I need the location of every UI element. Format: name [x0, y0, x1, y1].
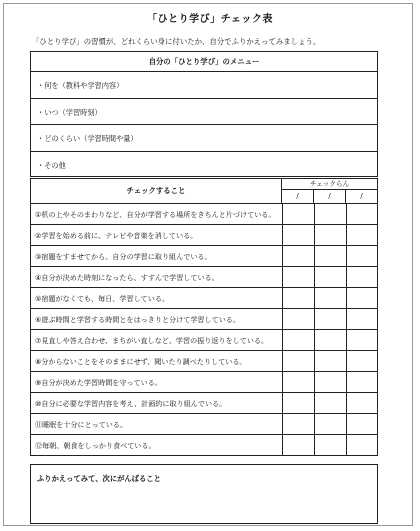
menu-item-label: ・どのくらい（学習時間や量）: [37, 134, 138, 143]
check-cell-3[interactable]: [346, 288, 377, 308]
intro-text: 「ひとり学び」の習慣が、どれくらい身に付いたか、自分でふりかえってみましょう。: [32, 37, 321, 46]
check-cell-3[interactable]: [346, 414, 377, 434]
check-row: [31, 225, 377, 246]
check-item-text: ⑨自分が決めた学習時間を守っている。: [35, 378, 162, 387]
check-cell-1[interactable]: [282, 246, 314, 266]
check-cell-3[interactable]: [346, 351, 377, 371]
check-column-header: [282, 179, 377, 203]
menu-row-how-much[interactable]: [31, 125, 377, 152]
check-cell-3[interactable]: [346, 246, 377, 266]
check-cell-2[interactable]: [314, 435, 346, 455]
check-cell-2[interactable]: [314, 288, 346, 308]
check-cell-3[interactable]: [346, 204, 377, 224]
check-cell-3[interactable]: [346, 393, 377, 413]
check-item-text: ④自分が決めた時刻になったら、すすんで学習している。: [35, 273, 219, 282]
check-item-text: ②学習を始める前に、テレビや音楽を消している。: [35, 231, 198, 240]
check-cell-3[interactable]: [346, 267, 377, 287]
reflection-label: ふりかえってみて、次にがんばること: [37, 474, 161, 483]
check-row: [31, 267, 377, 288]
check-cell-3[interactable]: [346, 435, 377, 455]
check-row: [31, 288, 377, 309]
check-row: [31, 414, 377, 435]
check-row: [31, 372, 377, 393]
check-cell-2[interactable]: [314, 204, 346, 224]
check-cell-2[interactable]: [314, 267, 346, 287]
date-slot-3[interactable]: /: [360, 192, 363, 200]
check-cell-2[interactable]: [314, 393, 346, 413]
check-cell-1[interactable]: [282, 393, 314, 413]
menu-item-label: ・いつ（学習時刻）: [37, 107, 102, 117]
check-row: [31, 330, 377, 351]
check-cell-2[interactable]: [314, 330, 346, 350]
check-row: [31, 435, 377, 456]
date-slot-1[interactable]: /: [282, 190, 314, 203]
check-row: [31, 204, 377, 225]
check-cell-3[interactable]: [346, 330, 377, 350]
check-cell-1[interactable]: [282, 288, 314, 308]
check-cell-1[interactable]: [282, 372, 314, 392]
check-cell-1[interactable]: [282, 330, 314, 350]
check-item-text: ⑫毎朝、朝食をしっかり食べている。: [35, 441, 156, 450]
menu-header: 自分の「ひとり学び」のメニュー: [31, 52, 377, 72]
check-item-text: ①机の上やそのまわりなど、自分が学習する場所をきちんと片づけている。: [35, 210, 276, 219]
check-cell-1[interactable]: [282, 351, 314, 371]
check-cell-2[interactable]: [314, 351, 346, 371]
menu-row-when[interactable]: [31, 99, 377, 126]
check-cell-2[interactable]: [314, 414, 346, 434]
menu-row-what[interactable]: [31, 72, 377, 99]
check-cell-3[interactable]: [346, 309, 377, 329]
check-table: [30, 178, 378, 456]
check-cell-2[interactable]: [314, 309, 346, 329]
date-slot-2[interactable]: /: [314, 190, 346, 203]
check-cell-2[interactable]: [314, 225, 346, 245]
check-cell-2[interactable]: [314, 246, 346, 266]
check-item-text: ③宿題をすませてから、自分の学習に取り組んでいる。: [35, 252, 212, 261]
menu-row-other[interactable]: [31, 152, 377, 179]
check-cell-1[interactable]: [282, 435, 314, 455]
check-item-text: ⑪睡眠を十分にとっている。: [35, 420, 128, 429]
check-row: [31, 309, 377, 330]
check-cell-1[interactable]: [282, 267, 314, 287]
check-items-header: チェックすること: [31, 179, 282, 203]
menu-item-label: ・何を（教科や学習内容）: [37, 81, 124, 90]
check-item-text: ⑥遊ぶ時間と学習する時間とをはっきりと分けて学習している。: [35, 315, 240, 324]
check-table-header: [31, 179, 377, 204]
page-title: 「ひとり学び」チェック表: [147, 14, 273, 25]
menu-table: [30, 51, 378, 177]
check-row: [31, 246, 377, 267]
check-row: [31, 351, 377, 372]
check-column-title: チェックらん: [282, 179, 377, 190]
reflection-box[interactable]: [30, 464, 378, 524]
check-cell-3[interactable]: [346, 225, 377, 245]
check-cell-3[interactable]: [346, 372, 377, 392]
check-cell-1[interactable]: [282, 204, 314, 224]
check-cell-1[interactable]: [282, 414, 314, 434]
check-cell-2[interactable]: [314, 372, 346, 392]
check-cell-1[interactable]: [282, 309, 314, 329]
check-item-text: ⑩自分に必要な学習内容を考え、計画的に取り組んでいる。: [35, 399, 227, 408]
check-cell-1[interactable]: [282, 225, 314, 245]
check-row: [31, 393, 377, 414]
check-item-text: ⑧分からないことをそのままにせず、聞いたり調べたりしている。: [35, 357, 247, 366]
check-item-text: ⑦見直しや答え合わせ、まちがい直しなど、学習の振り返りをしている。: [35, 336, 269, 345]
menu-item-label: ・その他: [37, 160, 66, 170]
check-item-text: ⑤宿題がなくても、毎日、学習している。: [35, 294, 170, 303]
